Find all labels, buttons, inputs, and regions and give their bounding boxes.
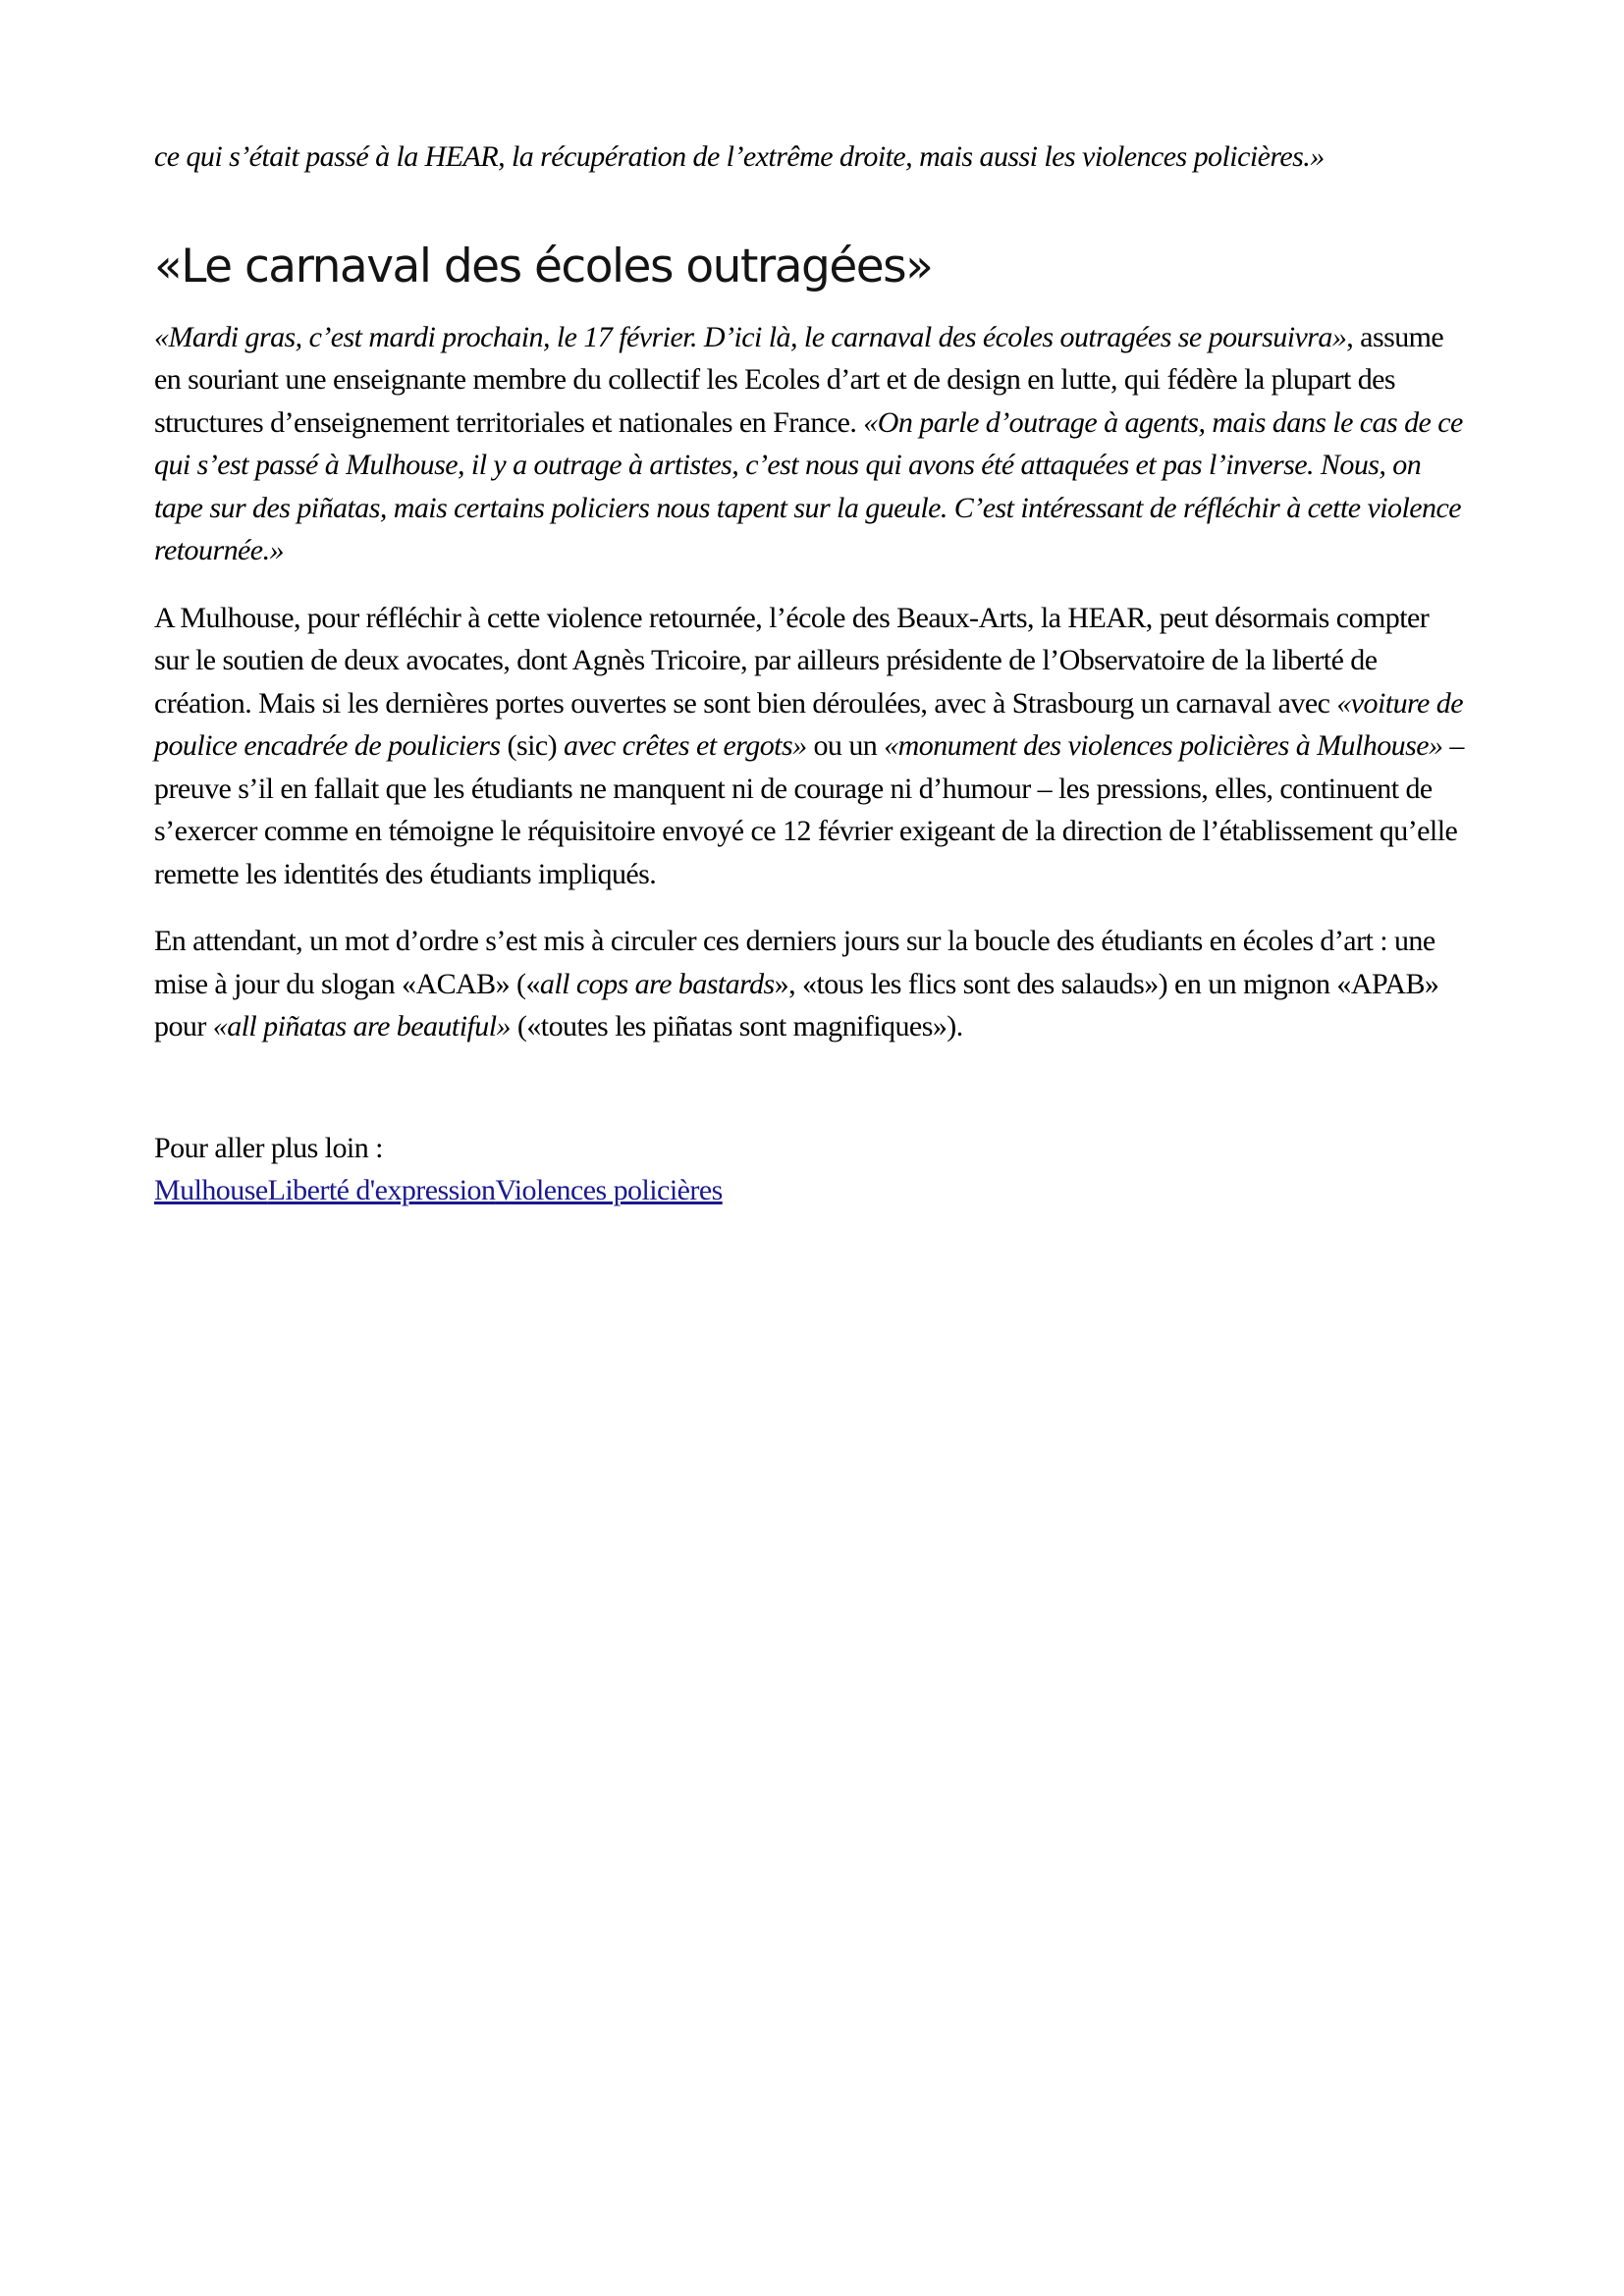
text-segment: (sic)	[507, 729, 565, 762]
text-segment: », «tous les flics sont des salauds») en un mignon «APAB» pour	[154, 967, 1439, 1042]
italic-text-segment: «Mardi gras, c’est mardi prochain, le 17 février. D’ici là, le carnaval des écoles outragées se poursuivra»	[154, 320, 1347, 353]
article-body	[154, 316, 1467, 1048]
italic-text-segment: «monument des violences policières à Mulhouse»	[884, 729, 1443, 762]
italic-text-segment: «voiture de poulice encadrée de pouliciers	[154, 686, 1463, 762]
lead-continuation	[154, 135, 1467, 179]
italic-text-segment: ce qui s’était passé à la HEAR, la récupération de l’extrême droite, mais aussi les violences policières.»	[154, 140, 1325, 173]
italic-text-segment: all cops are bastards	[539, 967, 775, 1000]
read-more-label: Pour aller plus loin :	[154, 1131, 383, 1164]
text-segment: , assume en souriant une enseignante membre du collectif les Ecoles d’art et de design en lutte, qui fédère la plupart des structures d’enseignement territoriales et nationales en France.	[154, 320, 1444, 439]
text-segment: («toutes les piñatas sont magnifiques»).	[510, 1010, 963, 1042]
tag-link-violences-polici-res[interactable]: Violences policières	[495, 1174, 723, 1206]
paragraph	[154, 316, 1467, 572]
tag-links	[154, 1169, 1467, 1212]
italic-text-segment: «all piñatas are beautiful»	[212, 1010, 511, 1042]
tag-link-libert-d-expression[interactable]: Liberté d'expression	[267, 1174, 496, 1206]
italic-text-segment: avec crêtes et ergots»	[564, 729, 807, 762]
tag-link-mulhouse[interactable]: Mulhouse	[154, 1174, 268, 1206]
text-segment: ou un	[806, 729, 885, 762]
article-heading: «Le carnaval des écoles outragées»	[154, 239, 933, 294]
text-segment: – preuve s’il en fallait que les étudiants ne manquent ni de courage ni d’humour – les pressions, elles, continuent de s’exercer comme en témoigne le réquisitoire envoyé ce 12 février exigeant de la direction de l’établissement qu’elle remette les identités des étudiants impliqués.	[154, 729, 1464, 890]
article-footer	[154, 1127, 1467, 1212]
text-segment: A Mulhouse, pour réfléchir à cette violence retournée, l’école des Beaux-Arts, la HEAR, peut désormais compter sur le soutien de deux avocates, dont Agnès Tricoire, par ailleurs présidente de l’Observatoire de la liberté de création. Mais si les dernières portes ouvertes se sont bien déroulées, avec à Strasbourg un carnaval avec	[154, 601, 1430, 720]
text-segment: En attendant, un mot d’ordre s’est mis à circuler ces derniers jours sur la boucle des étudiants en écoles d’art : une mise à jour du slogan «ACAB» («	[154, 925, 1435, 1000]
paragraph	[154, 597, 1467, 896]
paragraph	[154, 920, 1467, 1048]
italic-text-segment: «On parle d’outrage à agents, mais dans le cas de ce qui s’est passé à Mulhouse, il y a outrage à artistes, c’est nous qui avons été attaquées et pas l’inverse. Nous, on tape sur des piñatas, mais certains policiers nous tapent sur la gueule. C’est intéressant de réfléchir à cette violence retournée.»	[154, 405, 1463, 566]
